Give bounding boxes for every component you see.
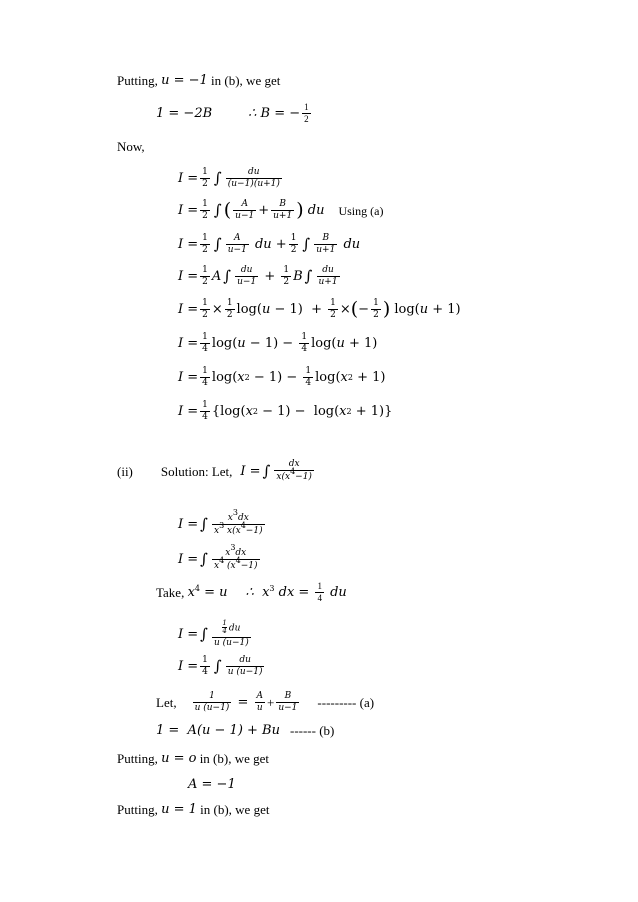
equation-tag: ------ (b) [289, 723, 335, 738]
text: in (b), we get [200, 802, 270, 817]
text-line: 1 = A(u − 1) + Bu ------ (b) [156, 723, 335, 738]
equation: I = $\frac{1}{4}$ ∫ $\frac{du}{u (u-1)}$ [178, 655, 263, 678]
equation: I = $\frac{1}{4}$ log( u − 1) − $\frac{1}{4}$ log( u + 1) [178, 332, 378, 355]
text-line: Let, $\frac{1}{u (u-1)}$ = $\frac{A}{u}$ + $\frac{B}{u-1}$ --------- (a) [156, 691, 375, 714]
equation: I = ∫ $\frac{1}{4}$ du u (u−1) [178, 619, 249, 648]
equation: I = $\frac{1}{2}$ ∫ ( $\frac{A}{u-1}$ + $\frac{B}{u+1}$ ) du Using (a) [178, 199, 384, 222]
equation: I = $\frac{1}{2}$ A ∫ $\frac{du}{u-1}$ + $\frac{1}{2}$ B ∫ $\frac{du}{u+1}$ [178, 265, 338, 288]
math-expr: A = −1 [188, 777, 236, 792]
text: Putting, [117, 802, 158, 817]
text: in (b), we get [199, 751, 269, 766]
text: in (b), we get [211, 73, 281, 88]
math-expr: ∴ B = − [248, 106, 301, 122]
equation [156, 103, 313, 125]
text: Let, [156, 695, 177, 711]
equation: I = $\frac{1}{2}$ ∫ $\frac{A}{u-1}$ du + $\frac{1}{2}$ ∫ $\frac{B}{u+1}$ du [178, 233, 361, 256]
text-line [117, 74, 280, 87]
text-line [117, 752, 269, 765]
text: Putting, [117, 73, 158, 88]
text: Now, [117, 139, 145, 154]
text: Solution: Let, [160, 463, 233, 479]
math-expr: u = 1 [161, 802, 197, 817]
equation: I = $\frac{1}{2}$ × $\frac{1}{2}$ log( u − 1) + $\frac{1}{2}$ × ( − $\frac{1}{2}$ ) log( u + 1) [178, 298, 461, 321]
text-line [117, 803, 269, 816]
label: (ii) [117, 463, 133, 479]
text: Using (a) [338, 203, 384, 218]
text-line: Take, $x^4 = u$ ∴ $x^3$ dx = $\frac{1}{4}$ du [156, 581, 347, 604]
math-expr: u = −1 [161, 73, 208, 88]
equation: I = $\frac{1}{4}$ log( x 2 − 1) − $\frac{1}{4}$ log( x 2 + 1) [178, 366, 386, 389]
math-expr: u = o [161, 751, 197, 766]
equation: I = $\frac{1}{2}$ ∫ $\frac{du}{(u-1)(u+1)}$ [178, 167, 280, 190]
equation: I = $\frac{1}{4}$ {log( x 2 − 1) − log( x 2 + 1)} [178, 400, 393, 423]
text: Take, [156, 585, 185, 601]
math-expr: 1 = −2B [156, 106, 213, 122]
text-line [117, 140, 145, 153]
equation: I = ∫ $\frac{x^3dx}{x^3 x(x^4-1)}$ [178, 508, 263, 537]
text-line: (ii) Solution: Let, I = ∫ $\frac{dx}{x(x^4-1)}$ [117, 459, 312, 483]
equation-tag: --------- (a) [317, 695, 375, 711]
fraction: $\frac{1}{2}$ [304, 102, 309, 125]
text: Putting, [117, 751, 158, 766]
equation: I = ∫ $\frac{x^3dx}{x^4 (x^4-1)}$ [178, 543, 258, 572]
equation [188, 778, 236, 791]
